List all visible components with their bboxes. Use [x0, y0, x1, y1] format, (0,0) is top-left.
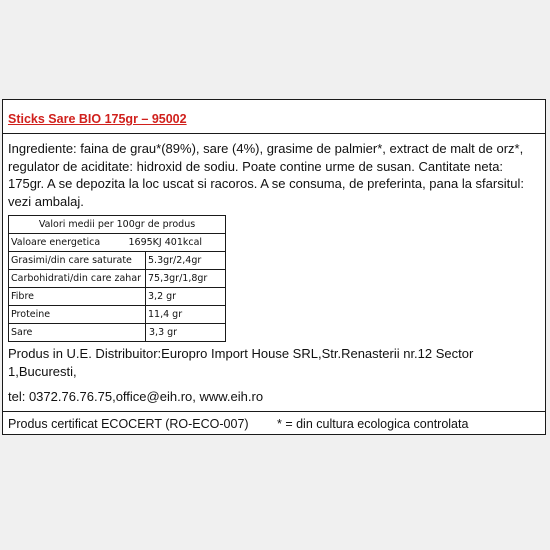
nutrient-value: 1695KJ 401kcal — [128, 237, 203, 248]
nutrient-value: 3,2 gr — [146, 288, 226, 306]
nutrient-name: Sare — [9, 324, 146, 342]
nutrient-value: 11,4 gr — [146, 306, 226, 324]
nutrition-row — [9, 270, 226, 288]
nutrition-header: Valori medii per 100gr de produs — [9, 216, 226, 234]
nutrient-value: 5.3gr/2,4gr — [146, 252, 226, 270]
contact-text: tel: 0372.76.76.75,office@eih.ro, www.eih.ro — [8, 389, 264, 404]
nutrition-row — [9, 306, 226, 324]
title-row — [3, 100, 545, 134]
certification-row — [3, 411, 545, 435]
nutrition-row — [9, 288, 226, 306]
nutrition-header-row — [9, 216, 226, 234]
details-section — [3, 134, 545, 411]
distributor-text: Produs in U.E. Distribuitor:Europro Import House SRL,Str.Renasterii nr.12 Sector 1,Bucuresti, — [8, 346, 474, 379]
nutrient-name: Proteine — [9, 306, 146, 324]
product-label — [2, 99, 546, 435]
nutrient-name: Grasimi/din care saturate — [9, 252, 146, 270]
nutrition-row — [9, 324, 226, 342]
certification-text: Produs certificat ECOCERT (RO-ECO-007) — [8, 417, 249, 431]
certification-note: * = din cultura ecologica controlata — [277, 417, 469, 431]
product-title: Sticks Sare BIO 175gr – 95002 — [8, 112, 187, 126]
nutrient-value: 75,3gr/1,8gr — [146, 270, 226, 288]
nutrition-row — [9, 252, 226, 270]
nutrient-name: Carbohidrati/din care zahar — [9, 270, 146, 288]
nutrition-row — [9, 234, 226, 252]
nutrient-name: Valoare energetica — [11, 237, 101, 248]
nutrition-row-energy — [9, 234, 226, 252]
ingredients-text: Ingrediente: faina de grau*(89%), sare (4%), grasime de palmier*, extract de malt de orz*, regulator de aciditate: hidroxid de sodiu. Poate contine urme de susan. Cantitate neta: 175gr. A se depozita la loc uscat si racoros. A se consuma, de preferinta, pana la sfarsitul: vezi ambalaj. — [8, 141, 524, 209]
nutrient-name: Fibre — [9, 288, 146, 306]
nutrient-value: 3,3 gr — [146, 324, 226, 342]
nutrition-table — [8, 215, 226, 342]
